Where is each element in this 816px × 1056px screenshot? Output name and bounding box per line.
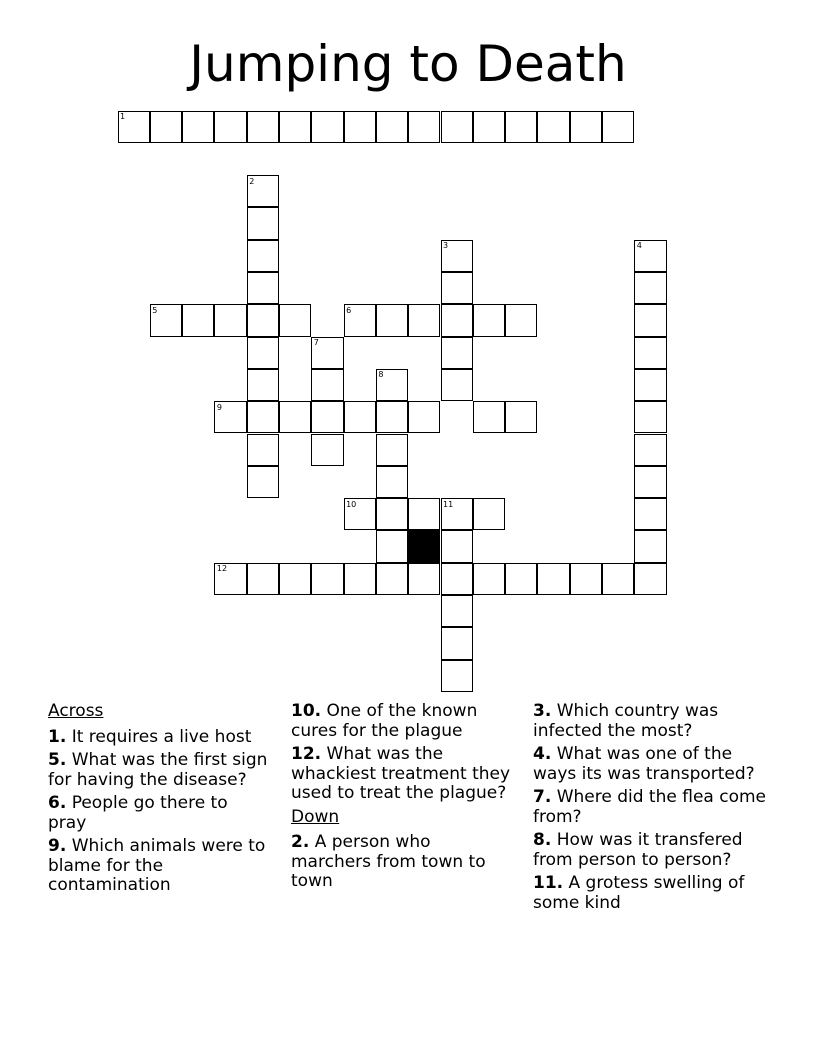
grid-cell[interactable]	[408, 111, 440, 143]
clue-item-number: 7.	[533, 787, 552, 807]
clue-item-number: 3.	[533, 701, 552, 721]
grid-cell[interactable]	[570, 563, 602, 595]
clue-item-text: What was one of the ways its was transported?	[533, 744, 755, 784]
clue-item	[533, 874, 773, 913]
grid-cell[interactable]	[441, 530, 473, 562]
grid-cell[interactable]	[247, 434, 279, 466]
clue-number: 5	[152, 305, 158, 315]
clue-item-text: Where did the flea come from?	[533, 787, 766, 827]
grid-cell[interactable]	[118, 111, 150, 143]
grid-cell[interactable]	[634, 434, 666, 466]
clue-number: 2	[249, 176, 255, 186]
grid-cell[interactable]	[473, 111, 505, 143]
clue-item	[291, 745, 513, 804]
grid-cell[interactable]	[441, 337, 473, 369]
grid-cell[interactable]	[634, 240, 666, 272]
clue-item-number: 1.	[48, 726, 67, 747]
grid-cell[interactable]	[473, 498, 505, 530]
grid-cell[interactable]	[441, 563, 473, 595]
grid-cell[interactable]	[441, 660, 473, 692]
clue-item	[533, 788, 773, 827]
down-clue-list	[291, 833, 513, 892]
grid-cell[interactable]	[311, 369, 343, 401]
clue-item-number: 8.	[533, 830, 552, 850]
grid-cell[interactable]	[505, 304, 537, 336]
clue-item-number: 5.	[48, 750, 67, 770]
grid-cell[interactable]	[247, 369, 279, 401]
grid-cell[interactable]	[376, 401, 408, 433]
grid-cell[interactable]	[441, 240, 473, 272]
grid-cell[interactable]	[344, 401, 376, 433]
grid-cell[interactable]	[247, 466, 279, 498]
clue-item	[48, 837, 270, 896]
grid-cell[interactable]	[344, 563, 376, 595]
grid-cell[interactable]	[441, 111, 473, 143]
grid-cell[interactable]	[214, 563, 246, 595]
clue-item-number: 12.	[291, 744, 322, 764]
grid-cell[interactable]	[441, 304, 473, 336]
grid-cell[interactable]	[311, 401, 343, 433]
clue-item-text: Which animals were to blame for the contamination	[48, 836, 266, 895]
across-clue-list	[48, 728, 270, 896]
grid-cell[interactable]	[473, 563, 505, 595]
clue-number: 8	[378, 370, 384, 380]
grid-cell[interactable]	[376, 530, 408, 562]
grid-cell[interactable]	[247, 175, 279, 207]
grid-cell[interactable]	[150, 111, 182, 143]
clue-item-text: What was the whackiest treatment they used to treat the plague?	[291, 744, 511, 803]
grid-cell[interactable]	[311, 434, 343, 466]
clue-item-number: 11.	[533, 873, 564, 893]
grid-cell[interactable]	[247, 240, 279, 272]
clue-item-text: One of the known cures for the plague	[291, 701, 478, 741]
grid-cell[interactable]	[505, 563, 537, 595]
clue-item-text: People go there to pray	[48, 793, 228, 833]
clue-number: 7	[313, 338, 319, 348]
clue-item	[291, 702, 513, 741]
clue-number: 10	[346, 499, 357, 509]
grid-cell[interactable]	[602, 111, 634, 143]
grid-cell[interactable]	[441, 498, 473, 530]
clue-item	[48, 751, 270, 790]
clue-item-number: 6.	[48, 793, 67, 813]
grid-cell[interactable]	[214, 304, 246, 336]
grid-cell[interactable]	[634, 369, 666, 401]
grid-cell[interactable]	[311, 111, 343, 143]
clue-item-number: 10.	[291, 701, 322, 721]
grid-cell[interactable]	[634, 498, 666, 530]
grid-cell[interactable]	[634, 337, 666, 369]
grid-cell[interactable]	[279, 304, 311, 336]
clue-item-text: A grotess swelling of some kind	[533, 873, 745, 913]
grid-cell[interactable]	[505, 111, 537, 143]
clue-item	[533, 831, 773, 870]
clue-number: 4	[636, 241, 642, 251]
grid-cell[interactable]	[376, 498, 408, 530]
grid-cell[interactable]	[344, 304, 376, 336]
grid-cell[interactable]	[634, 272, 666, 304]
clue-item	[48, 794, 270, 833]
clue-column-1	[48, 702, 270, 900]
grid-cell[interactable]	[441, 369, 473, 401]
clue-item-number: 9.	[48, 836, 67, 856]
grid-cell[interactable]	[247, 304, 279, 336]
grid-cell[interactable]	[376, 111, 408, 143]
clue-number: 11	[443, 499, 454, 509]
grid-cell[interactable]	[311, 563, 343, 595]
clue-number: 9	[216, 402, 222, 412]
black-square	[408, 530, 440, 562]
clue-item-text: How was it transfered from person to person?	[533, 830, 743, 870]
grid-cell[interactable]	[247, 563, 279, 595]
clue-number: 1	[120, 112, 126, 121]
grid-cell[interactable]	[408, 563, 440, 595]
grid-cell[interactable]	[214, 111, 246, 143]
grid-cell[interactable]	[570, 111, 602, 143]
grid-cell[interactable]	[376, 434, 408, 466]
grid-cell[interactable]	[279, 563, 311, 595]
grid-cell[interactable]	[634, 563, 666, 595]
grid-cell[interactable]	[408, 498, 440, 530]
grid-cell[interactable]	[441, 272, 473, 304]
grid-cell[interactable]	[279, 111, 311, 143]
grid-cell[interactable]	[505, 401, 537, 433]
grid-cell[interactable]	[602, 563, 634, 595]
clue-item	[48, 728, 270, 748]
grid-cell[interactable]	[634, 304, 666, 336]
grid-cell[interactable]	[376, 369, 408, 401]
clue-item-text: It requires a live host	[66, 726, 252, 747]
across-heading: Across	[48, 701, 104, 721]
grid-cell[interactable]	[182, 304, 214, 336]
grid-cell[interactable]	[344, 111, 376, 143]
grid-cell[interactable]	[344, 498, 376, 530]
clue-item-number: 4.	[533, 744, 552, 764]
grid-cell[interactable]	[441, 627, 473, 659]
grid-cell[interactable]	[473, 304, 505, 336]
grid-cell[interactable]	[634, 401, 666, 433]
clue-item-text: A person who marchers from town to town	[291, 832, 486, 891]
grid-cell[interactable]	[634, 466, 666, 498]
clue-item-number: 2.	[291, 832, 310, 852]
grid-cell[interactable]	[376, 466, 408, 498]
grid-cell[interactable]	[441, 595, 473, 627]
across-clue-list-continued	[291, 702, 513, 804]
clue-item-text: What was the first sign for having the disease?	[48, 750, 268, 790]
down-heading: Down	[291, 806, 340, 827]
grid-cell[interactable]	[247, 401, 279, 433]
clue-number: 12	[216, 564, 228, 574]
clue-number: 3	[443, 241, 449, 251]
clue-item	[533, 702, 773, 741]
grid-cell[interactable]	[247, 337, 279, 369]
clue-number: 6	[346, 305, 352, 315]
grid-cell[interactable]	[376, 304, 408, 336]
clue-item	[533, 745, 773, 784]
grid-cell[interactable]	[150, 304, 182, 336]
grid-cell[interactable]	[634, 530, 666, 562]
grid-cell[interactable]	[279, 401, 311, 433]
grid-cell[interactable]	[214, 401, 246, 433]
grid-cell[interactable]	[311, 337, 343, 369]
grid-cell[interactable]	[247, 207, 279, 239]
grid-cell[interactable]	[247, 111, 279, 143]
clue-column-2	[291, 702, 513, 896]
down-clue-list-continued	[533, 702, 773, 913]
clue-item-text: Which country was infected the most?	[533, 701, 719, 741]
grid-cell[interactable]	[247, 272, 279, 304]
clue-item	[291, 833, 513, 892]
grid-cell[interactable]	[182, 111, 214, 143]
grid-cell[interactable]	[376, 563, 408, 595]
grid-cell[interactable]	[408, 401, 440, 433]
grid-cell[interactable]	[537, 111, 569, 143]
grid-cell[interactable]	[537, 563, 569, 595]
page-title: Jumping to Death	[189, 35, 627, 93]
grid-cell[interactable]	[473, 401, 505, 433]
grid-cell[interactable]	[408, 304, 440, 336]
clue-column-3	[533, 702, 773, 917]
